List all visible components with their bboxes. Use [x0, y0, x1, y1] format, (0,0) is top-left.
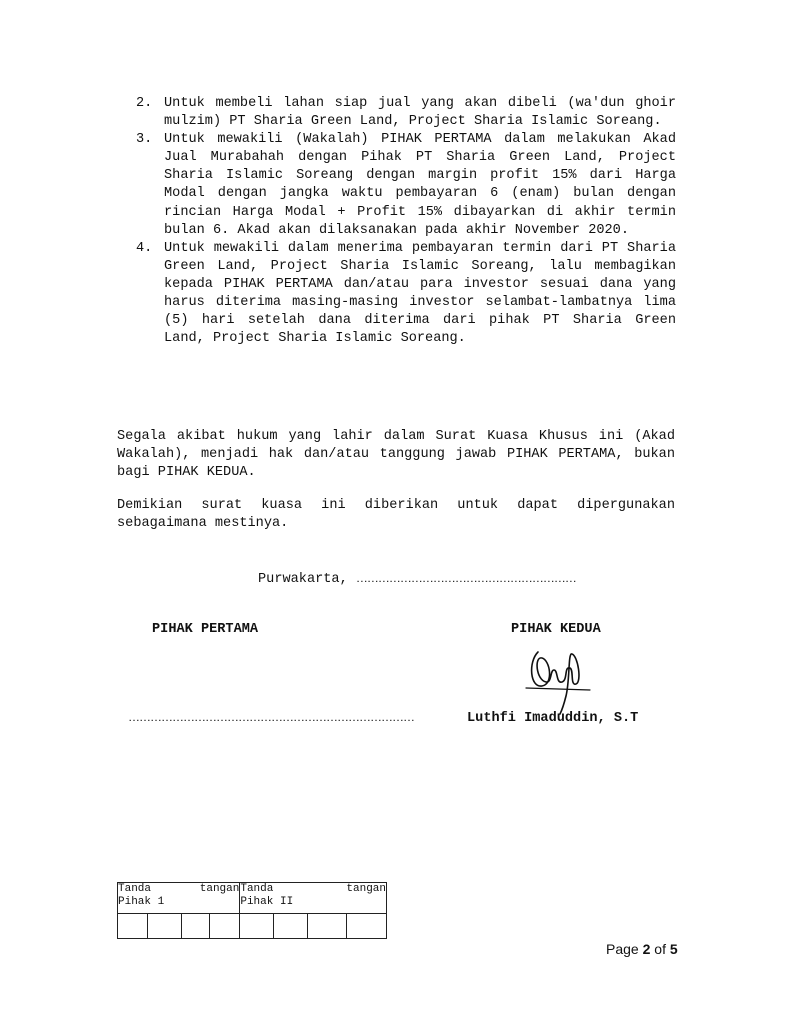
- initials-box: [210, 914, 240, 939]
- list-item: [136, 95, 676, 131]
- consequence-paragraph: Segala akibat hukum yang lahir dalam Surat Kuasa Khusus ini (Akad Wakalah), menjadi hak dan/atau tanggung jawab PIHAK PERTAMA, bukan bagi PIHAK KEDUA.: [117, 429, 675, 481]
- initials-box: [118, 914, 148, 939]
- initials-header-label: Pihak II: [240, 896, 294, 908]
- initials-box: [148, 914, 182, 939]
- initials-header-party-2: [240, 883, 387, 914]
- closing-paragraph: Demikian surat kuasa ini diberikan untuk dapat dipergunakan sebagaimana mestinya.: [117, 498, 675, 532]
- initials-box: [274, 914, 308, 939]
- place-date-line: [258, 569, 576, 589]
- date-blank: ……………………………………………………: [355, 571, 576, 585]
- list-item: [136, 131, 676, 240]
- list-text: Untuk mewakili dalam menerima pembayaran termin dari PT Sharia Green Land, Project Sharia Islamic Soreang, lalu membagikan kepada PIHAK PERTAMA dan/atau para investor sesuai dana yang harus diterima masing-masing investor selambat-lambatnya lima (5) hari setelah dana diterima dari pihak PT Sharia Green Land, Project Sharia Islamic Soreang.: [164, 240, 676, 347]
- initials-header-party-1: [118, 883, 240, 914]
- initials-header-label: tangan: [346, 883, 386, 895]
- initials-header-label: Pihak 1: [118, 896, 165, 908]
- page-current: 2: [642, 941, 651, 957]
- initials-box: [240, 914, 274, 939]
- initials-header-label: tangan: [199, 883, 240, 895]
- list-item: [136, 240, 676, 349]
- list-number: 4.: [136, 240, 153, 256]
- handwritten-signature: [520, 640, 600, 720]
- initials-box: [347, 914, 387, 939]
- page-of: of: [654, 941, 666, 957]
- place-label: Purwakarta,: [258, 572, 348, 587]
- list-text: Untuk membeli lahan siap jual yang akan dibeli (wa'dun ghoir mulzim) PT Sharia Green Land, Project Sharia Islamic Soreang.: [164, 96, 676, 130]
- list-number: 2.: [136, 96, 153, 111]
- page-word: Page: [606, 941, 639, 957]
- initials-box: [182, 914, 210, 939]
- initials-box: [307, 914, 347, 939]
- authorization-list: [136, 95, 676, 348]
- first-party-signature-line: ……………………………………………………………………: [128, 710, 414, 724]
- second-party-name: Luthfi Imaduddin, S.T: [467, 711, 639, 726]
- page-number: [606, 941, 678, 957]
- page-total: 5: [669, 941, 678, 957]
- initials-header-label: Tanda: [240, 883, 274, 895]
- initials-header-label: Tanda: [118, 883, 152, 895]
- second-party-heading: PIHAK KEDUA: [511, 622, 601, 637]
- list-number: 3.: [136, 132, 153, 148]
- first-party-heading: PIHAK PERTAMA: [152, 622, 259, 637]
- initials-table: [117, 882, 387, 939]
- list-text: Untuk mewakili (Wakalah) PIHAK PERTAMA dalam melakukan Akad Jual Murabahah dengan Pihak PT Sharia Green Land, Project Sharia Islamic Soreang dengan margin profit 15% dari Harga Modal dengan jangka waktu pembayaran 6 (enam) bulan dengan rincian Harga Modal + Profit 15% dibayarkan di akhir termin bulan 6. Akad akan dilaksanakan pada akhir November 2020.: [164, 132, 676, 238]
